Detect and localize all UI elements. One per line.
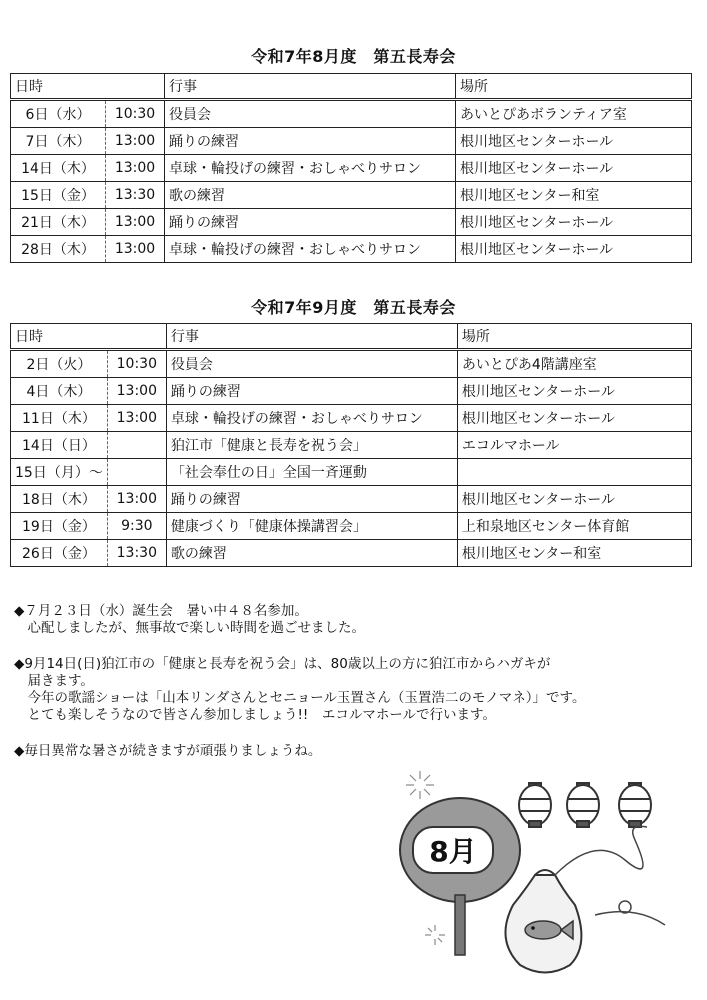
note-line: 届きます。 — [14, 673, 94, 689]
row-time: 13:30 — [106, 182, 165, 209]
row-place — [457, 459, 691, 486]
row-day: 14日（木） — [11, 155, 106, 182]
note-block — [14, 656, 694, 724]
table-row — [11, 432, 692, 459]
table-row — [11, 378, 692, 405]
row-place: エコルマホール — [457, 432, 691, 459]
row-time: 13:00 — [107, 405, 166, 432]
row-day: 6日（水） — [11, 100, 106, 128]
row-place: 上和泉地区センター体育館 — [457, 513, 691, 540]
note-block — [14, 743, 694, 760]
note-line: 今年の歌謡ショーは「山本リンダさんとセニョール玉置さん（玉置浩二のモノマネ）」です。 — [14, 690, 586, 706]
table-row — [11, 209, 692, 236]
row-time: 10:30 — [107, 350, 166, 378]
note-line: ◆７月２３日（水）誕生会 暑い中４８名参加。 — [14, 603, 308, 619]
row-place: 根川地区センターホール — [456, 236, 692, 263]
fan-icon — [400, 798, 520, 955]
row-time: 13:00 — [107, 378, 166, 405]
header-place: 場所 — [457, 324, 691, 350]
goldfish-bag-icon — [505, 870, 581, 973]
table-row — [11, 405, 692, 432]
row-time: 13:00 — [106, 155, 165, 182]
row-time — [107, 432, 166, 459]
row-day: 11日（木） — [11, 405, 108, 432]
note-line: ◆毎日異常な暑さが続きますが頑張りましょうね。 — [14, 743, 322, 759]
row-event: 卓球・輪投げの練習・おしゃべりサロン — [165, 236, 456, 263]
row-event: 卓球・輪投げの練習・おしゃべりサロン — [165, 155, 456, 182]
row-place: 根川地区センターホール — [457, 378, 691, 405]
row-place: あいとぴあボランティア室 — [456, 100, 692, 128]
notes-section — [14, 603, 694, 779]
table-row — [11, 128, 692, 155]
row-event: 役員会 — [166, 350, 457, 378]
header-place: 場所 — [456, 74, 692, 100]
row-day: 28日（木） — [11, 236, 106, 263]
header-date: 日時 — [11, 324, 167, 350]
row-day: 15日（月）～ — [11, 459, 108, 486]
lantern-icon — [519, 783, 651, 827]
row-event: 役員会 — [165, 100, 456, 128]
note-line: ◆9月14日(日)狛江市の「健康と長寿を祝う会」は、80歳以上の方に狛江市からハガキが — [14, 656, 551, 672]
header-event: 行事 — [166, 324, 457, 350]
header-date: 日時 — [11, 74, 165, 100]
row-place: 根川地区センターホール — [456, 128, 692, 155]
note-line: 心配しましたが、無事故で楽しい時間を過ごせました。 — [14, 620, 365, 636]
table-row — [11, 513, 692, 540]
table-row — [11, 100, 692, 128]
row-place: 根川地区センターホール — [456, 209, 692, 236]
row-place: 根川地区センター和室 — [457, 540, 691, 567]
september-title: 令和7年9月度 第五長寿会 — [251, 298, 456, 317]
note-block — [14, 603, 694, 637]
august-title: 令和7年8月度 第五長寿会 — [251, 47, 456, 66]
row-place: 根川地区センター和室 — [456, 182, 692, 209]
row-time: 9:30 — [107, 513, 166, 540]
header-event: 行事 — [165, 74, 456, 100]
row-event: 踊りの練習 — [165, 209, 456, 236]
row-place: 根川地区センターホール — [457, 405, 691, 432]
row-event: 踊りの練習 — [165, 128, 456, 155]
row-place: あいとぴあ4階講座室 — [457, 350, 691, 378]
row-place: 根川地区センターホール — [457, 486, 691, 513]
row-event: 踊りの練習 — [166, 486, 457, 513]
row-event: 狛江市「健康と長寿を祝う会」 — [166, 432, 457, 459]
row-day: 2日（火） — [11, 350, 108, 378]
row-time — [107, 459, 166, 486]
row-event: 健康づくり「健康体操講習会」 — [166, 513, 457, 540]
table-row — [11, 459, 692, 486]
row-day: 18日（木） — [11, 486, 108, 513]
note-line: とても楽しそうなので皆さん参加しましょう!! エコルマホールで行います。 — [14, 707, 496, 723]
row-day: 4日（木） — [11, 378, 108, 405]
row-day: 26日（金） — [11, 540, 108, 567]
row-event: 歌の練習 — [166, 540, 457, 567]
row-time: 13:00 — [107, 486, 166, 513]
row-event: 「社会奉仕の日」全国一斉運動 — [166, 459, 457, 486]
row-time: 13:30 — [107, 540, 166, 567]
row-day: 7日（木） — [11, 128, 106, 155]
table-row — [11, 155, 692, 182]
row-place: 根川地区センターホール — [456, 155, 692, 182]
table-header-row — [11, 74, 692, 100]
row-time: 13:00 — [106, 128, 165, 155]
month-badge: 8月 — [429, 835, 477, 868]
summer-illustration — [395, 765, 685, 990]
row-time: 10:30 — [106, 100, 165, 128]
row-time: 13:00 — [106, 209, 165, 236]
table-header-row — [11, 324, 692, 350]
table-row — [11, 236, 692, 263]
table-row — [11, 486, 692, 513]
row-day: 19日（金） — [11, 513, 108, 540]
table-row — [11, 182, 692, 209]
row-day: 14日（日） — [11, 432, 108, 459]
row-day: 15日（金） — [11, 182, 106, 209]
august-schedule-table — [10, 73, 692, 263]
september-schedule-table — [10, 323, 692, 567]
table-row — [11, 350, 692, 378]
row-event: 踊りの練習 — [166, 378, 457, 405]
row-event: 歌の練習 — [165, 182, 456, 209]
row-day: 21日（木） — [11, 209, 106, 236]
row-time: 13:00 — [106, 236, 165, 263]
table-row — [11, 540, 692, 567]
row-event: 卓球・輪投げの練習・おしゃべりサロン — [166, 405, 457, 432]
